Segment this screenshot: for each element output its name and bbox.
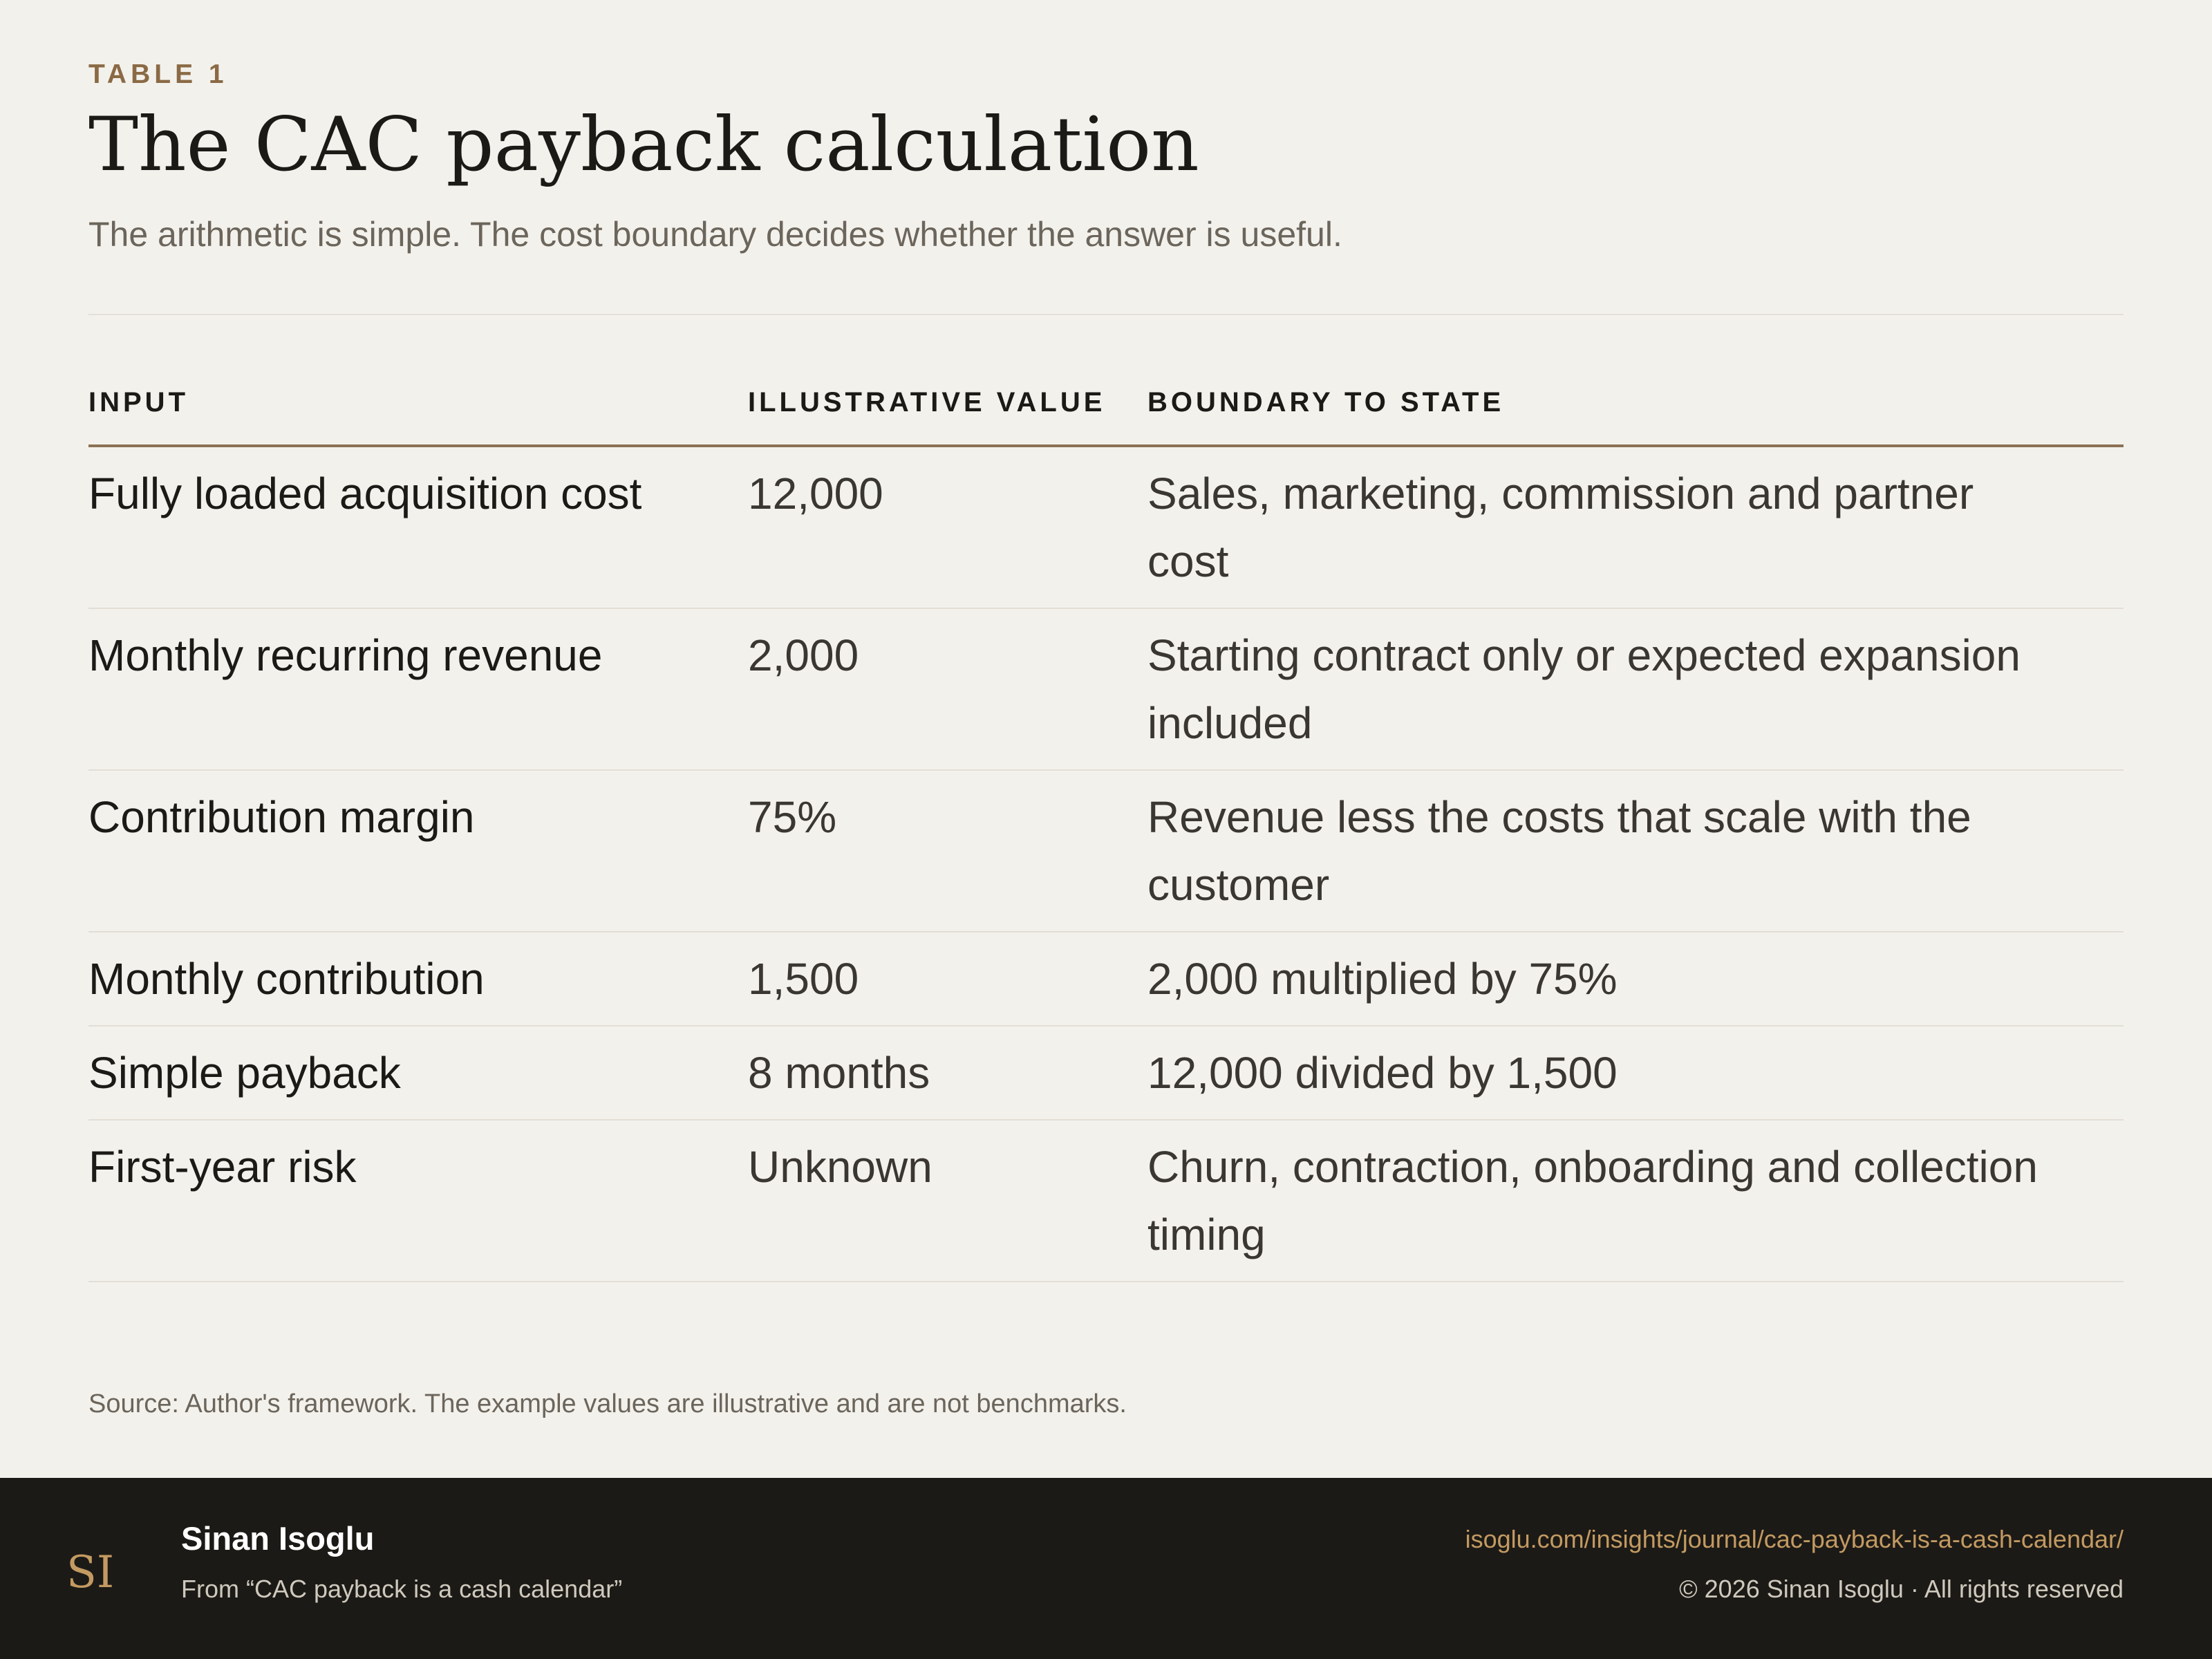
cell-input: Monthly recurring revenue [88,608,748,770]
column-header-input: INPUT [88,387,748,446]
monogram-logo-icon [64,1539,119,1601]
cell-boundary: 2,000 multiplied by 75% [1147,932,2124,1026]
source-note: Source: Author's framework. The example values are illustrative and are not benchmarks. [88,1389,1127,1418]
cell-boundary: Starting contract only or expected expansion included [1147,608,2124,770]
cell-boundary: Sales, marketing, commission and partner cost [1147,446,2124,608]
cell-value: 8 months [748,1026,1147,1120]
cell-input: Fully loaded acquisition cost [88,446,748,608]
page-title: The CAC payback calculation [88,102,1199,188]
table-header-row [88,387,2124,446]
cac-payback-table [88,387,2124,1282]
cell-value: 75% [748,770,1147,932]
cell-value: 1,500 [748,932,1147,1026]
cell-input: Contribution margin [88,770,748,932]
table-row [88,770,2124,932]
table-row [88,1120,2124,1282]
page-subtitle: The arithmetic is simple. The cost boundary decides whether the answer is useful. [88,215,1342,254]
table-number-label: TABLE 1 [88,59,228,89]
column-header-boundary: BOUNDARY TO STATE [1147,387,2124,446]
cell-input: First-year risk [88,1120,748,1282]
cell-value: 12,000 [748,446,1147,608]
cell-boundary: 12,000 divided by 1,500 [1147,1026,2124,1120]
logo-text: SI [66,1547,115,1598]
article-url-link[interactable]: isoglu.com/insights/journal/cac-payback-is-a-cash-calendar/ [1465,1525,2124,1553]
header-divider [88,314,2124,315]
table-row [88,932,2124,1026]
column-header-illustrative-value: ILLUSTRATIVE VALUE [748,387,1147,446]
cell-input: Simple payback [88,1026,748,1120]
cell-boundary: Revenue less the costs that scale with the customer [1147,770,2124,932]
table-row [88,446,2124,608]
article-source-line: From “CAC payback is a cash calendar” [181,1575,623,1603]
copyright-notice: © 2026 Sinan Isoglu · All rights reserved [1679,1575,2124,1603]
table-row [88,608,2124,770]
table-row [88,1026,2124,1120]
cell-boundary: Churn, contraction, onboarding and collection timing [1147,1120,2124,1282]
cell-value: 2,000 [748,608,1147,770]
cell-value: Unknown [748,1120,1147,1282]
cell-input: Monthly contribution [88,932,748,1026]
footer [0,1478,2212,1659]
author-name: Sinan Isoglu [181,1520,375,1557]
